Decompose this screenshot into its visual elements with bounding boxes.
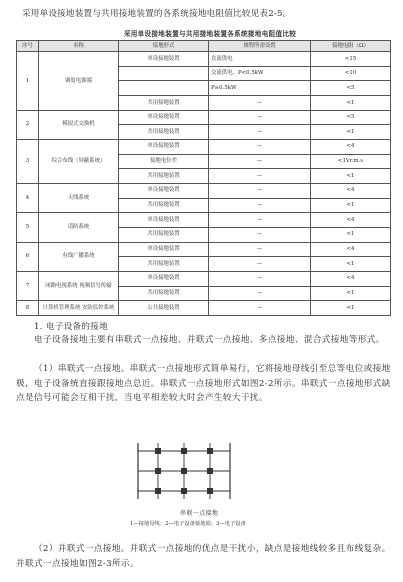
resistance-cell: <1 bbox=[311, 169, 391, 184]
grounding-form-cell: 单设接地装置 bbox=[119, 213, 209, 228]
header-cell: 接地电阻（Ω） bbox=[311, 41, 391, 52]
requirement-cell: — bbox=[209, 95, 311, 110]
resistance-cell: <10 bbox=[311, 66, 391, 81]
row-number-cell: 3 bbox=[17, 139, 39, 183]
paragraph: （2）并联式一点接地。并联式一点接地的优点是干扰小，缺点是接地线较多且布线复杂。并联式一点接地如图2-3所示。 bbox=[16, 544, 391, 569]
resistance-cell: <5 bbox=[311, 110, 391, 125]
section-heading: 1. 电子设备的接地 bbox=[34, 322, 109, 332]
requirement-cell: — bbox=[209, 198, 311, 213]
grounding-form-cell: 共用接地装置 bbox=[119, 198, 209, 213]
grounding-form-cell: 共用接地装置 bbox=[119, 257, 209, 272]
grounding-form-cell: 共用接地装置 bbox=[119, 169, 209, 184]
requirement-cell: — bbox=[209, 301, 311, 316]
resistance-cell: <1 bbox=[311, 198, 391, 213]
row-number-cell: 5 bbox=[17, 213, 39, 242]
requirement-cell: — bbox=[209, 213, 311, 228]
row-number-cell: 6 bbox=[17, 242, 39, 271]
requirement-cell: 交流供电，P<0.5kW bbox=[209, 66, 311, 81]
resistance-cell: <4 bbox=[311, 183, 391, 198]
resistance-cell: <1 bbox=[311, 125, 391, 140]
figure-legend: 1—接地母线；2—电子设备接地端；3—电子设备 bbox=[130, 521, 246, 527]
series-grounding-diagram bbox=[130, 437, 240, 505]
table-header-row bbox=[17, 41, 391, 52]
grounding-form-cell: 单设接地装置 bbox=[119, 242, 209, 257]
requirement-cell: — bbox=[209, 125, 311, 140]
requirement-cell: — bbox=[209, 110, 311, 125]
system-name-cell: 闭路电视系统 视频信号传输 bbox=[39, 271, 119, 300]
table-row bbox=[17, 52, 391, 67]
grounding-form-cell bbox=[119, 66, 209, 81]
table-row bbox=[17, 242, 391, 257]
row-number-cell: 8 bbox=[17, 301, 39, 316]
grounding-form-cell: 单设接地装置 bbox=[119, 271, 209, 286]
grounding-form-cell: 共用接地装置 bbox=[119, 125, 209, 140]
row-number-cell: 7 bbox=[17, 271, 39, 300]
requirement-cell: — bbox=[209, 286, 311, 301]
system-name-cell: 综合布线（屏蔽系统） bbox=[39, 139, 119, 183]
grounding-form-cell: 单设接地装置 bbox=[119, 110, 209, 125]
row-number-cell: 2 bbox=[17, 110, 39, 139]
grounding-form-cell: 单设接地装置 bbox=[119, 139, 209, 154]
resistance-cell: <1 bbox=[311, 301, 391, 316]
row-number-cell: 4 bbox=[17, 183, 39, 212]
resistance-cell: <4 bbox=[311, 271, 391, 286]
system-name-cell: 请防系统 bbox=[39, 213, 119, 242]
requirement-cell: P≥0.5kW bbox=[209, 81, 311, 96]
resistance-cell: <4 bbox=[311, 242, 391, 257]
requirement-cell: — bbox=[209, 257, 311, 272]
header-cell: 接地形式 bbox=[119, 41, 209, 52]
grounding-comparison-table bbox=[16, 40, 391, 316]
requirement-cell: — bbox=[209, 154, 311, 169]
system-name-cell: 调度电源端 bbox=[39, 52, 119, 111]
system-name-cell: 模拟式交换机 bbox=[39, 110, 119, 139]
paragraph: 电子设备接地主要有串联式一点接地、并联式一点接地、多点接地、混合式接地等形式。 bbox=[34, 335, 385, 345]
table-row bbox=[17, 301, 391, 316]
requirement-cell: — bbox=[209, 242, 311, 257]
resistance-cell: <1 bbox=[311, 257, 391, 272]
row-number-cell: 1 bbox=[17, 52, 39, 111]
resistance-cell: <4 bbox=[311, 139, 391, 154]
resistance-cell: <4 bbox=[311, 213, 391, 228]
paragraph: （1）串联式一点接地。串联式一点接地形式简单易行，它将接地母线引至总等电位或接地极，电子设备统直接跟接地点总近。串联式一点接地形式如图2-2所示。串联式一点接地形式缺点是信号可能会互相干扰，当电平相差较大时会产生较大干扰。 bbox=[16, 364, 391, 403]
resistance-cell: <15 bbox=[311, 52, 391, 67]
grounding-form-cell: 单设接地装置 bbox=[119, 52, 209, 67]
requirement-cell: — bbox=[209, 183, 311, 198]
requirement-cell: — bbox=[209, 271, 311, 286]
grounding-form-cell: 共用接地装置 bbox=[119, 95, 209, 110]
grounding-form-cell: 共用接地装置 bbox=[119, 227, 209, 242]
requirement-cell: 直流供电 bbox=[209, 52, 311, 67]
resistance-cell: <1 bbox=[311, 95, 391, 110]
grounding-form-cell: 单设接地装置 bbox=[119, 183, 209, 198]
figure-caption: 串联一点接地 bbox=[180, 510, 219, 517]
intro-paragraph: 采用单设接地装置与共用接地装置的各系统接地电阻值比较见表2-5。 bbox=[22, 9, 292, 19]
header-cell: 序号 bbox=[17, 41, 39, 52]
table-row bbox=[17, 139, 391, 154]
table-row bbox=[17, 213, 391, 228]
requirement-cell: — bbox=[209, 227, 311, 242]
grounding-form-cell: 公共接地装置 bbox=[119, 301, 209, 316]
table-row bbox=[17, 183, 391, 198]
header-cell: 规程所需设置 bbox=[209, 41, 311, 52]
requirement-cell: — bbox=[209, 139, 311, 154]
grounding-form-cell bbox=[119, 81, 209, 96]
resistance-cell: <1Vr.m.s bbox=[311, 154, 391, 169]
table-row bbox=[17, 110, 391, 125]
system-name-cell: 有线广播系统 bbox=[39, 242, 119, 271]
grounding-form-cell: 共用接地装置 bbox=[119, 286, 209, 301]
header-cell: 名称 bbox=[39, 41, 119, 52]
requirement-cell: — bbox=[209, 169, 311, 184]
grounding-form-cell: 接地电位差 bbox=[119, 154, 209, 169]
table-row bbox=[17, 271, 391, 286]
resistance-cell: <1 bbox=[311, 227, 391, 242]
system-name-cell: 天线系统 bbox=[39, 183, 119, 212]
resistance-cell: <5 bbox=[311, 81, 391, 96]
table-body bbox=[17, 52, 391, 316]
resistance-cell: <1 bbox=[311, 286, 391, 301]
table-caption: 采用单设接地装置与共用接地装置各系统接地电阻值比较 bbox=[123, 30, 297, 38]
system-name-cell: 计算机管理系统 安防监控系统 bbox=[39, 301, 119, 316]
